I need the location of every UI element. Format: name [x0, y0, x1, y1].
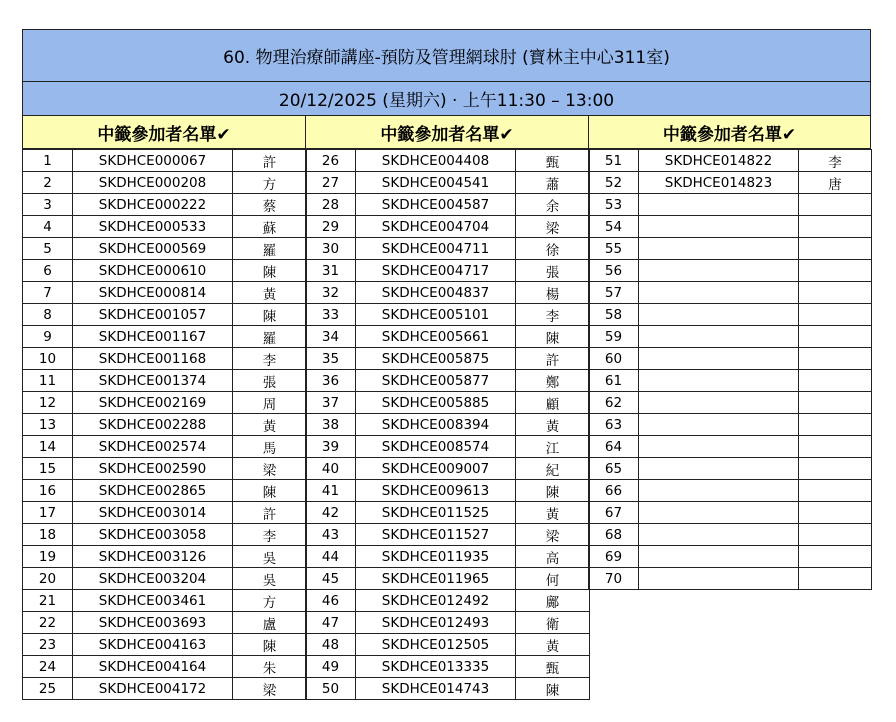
participant-surname: 衛 — [516, 612, 590, 634]
participant-code: SKDHCE002169 — [73, 392, 233, 414]
participant-surname — [799, 370, 872, 392]
participant-code: SKDHCE000533 — [73, 216, 233, 238]
table-row — [23, 656, 307, 678]
table-row — [589, 238, 872, 260]
participant-surname: 周 — [233, 392, 307, 414]
row-number: 38 — [306, 414, 356, 436]
participant-code: SKDHCE001168 — [73, 348, 233, 370]
participant-surname — [799, 348, 872, 370]
participant-code: SKDHCE014743 — [356, 678, 516, 700]
table-row — [306, 216, 590, 238]
table-row — [23, 590, 307, 612]
participant-code: SKDHCE000208 — [73, 172, 233, 194]
row-number: 34 — [306, 326, 356, 348]
row-number: 7 — [23, 282, 73, 304]
participant-surname: 梁 — [516, 524, 590, 546]
participant-code: SKDHCE000222 — [73, 194, 233, 216]
participant-table-1 — [22, 149, 307, 700]
row-number: 31 — [306, 260, 356, 282]
participant-code — [639, 304, 799, 326]
participant-code: SKDHCE004164 — [73, 656, 233, 678]
participant-surname: 何 — [516, 568, 590, 590]
row-number: 47 — [306, 612, 356, 634]
row-number: 46 — [306, 590, 356, 612]
participant-code: SKDHCE002288 — [73, 414, 233, 436]
table-row — [589, 414, 872, 436]
participant-code: SKDHCE004408 — [356, 150, 516, 172]
table-row — [23, 348, 307, 370]
participant-surname: 楊 — [516, 282, 590, 304]
table-row — [306, 414, 590, 436]
row-number: 57 — [589, 282, 639, 304]
participant-surname: 李 — [516, 304, 590, 326]
table-row — [23, 568, 307, 590]
participant-code: SKDHCE009613 — [356, 480, 516, 502]
participant-surname: 張 — [516, 260, 590, 282]
participant-surname — [799, 568, 872, 590]
row-number: 5 — [23, 238, 73, 260]
row-number: 51 — [589, 150, 639, 172]
row-number: 66 — [589, 480, 639, 502]
table-row — [589, 546, 872, 568]
table-row — [23, 546, 307, 568]
table-row — [589, 172, 872, 194]
table-row — [23, 370, 307, 392]
table-row — [23, 502, 307, 524]
participant-code: SKDHCE003204 — [73, 568, 233, 590]
participant-table-3 — [588, 149, 872, 590]
participant-table-2 — [305, 149, 590, 700]
participant-code: SKDHCE002590 — [73, 458, 233, 480]
participant-code: SKDHCE011525 — [356, 502, 516, 524]
participant-surname: 黃 — [516, 634, 590, 656]
row-number: 67 — [589, 502, 639, 524]
table-row — [23, 304, 307, 326]
participant-surname: 蔡 — [233, 194, 307, 216]
row-number: 64 — [589, 436, 639, 458]
participant-code — [639, 392, 799, 414]
participant-surname: 鄭 — [516, 370, 590, 392]
row-number: 55 — [589, 238, 639, 260]
participant-code: SKDHCE014822 — [639, 150, 799, 172]
participant-code: SKDHCE000610 — [73, 260, 233, 282]
table-row — [589, 260, 872, 282]
participant-surname: 蘇 — [233, 216, 307, 238]
table-row — [306, 150, 590, 172]
table-row — [23, 612, 307, 634]
participant-surname: 梁 — [233, 458, 307, 480]
row-number: 70 — [589, 568, 639, 590]
participant-surname: 紀 — [516, 458, 590, 480]
participant-surname: 江 — [516, 436, 590, 458]
participant-code: SKDHCE009007 — [356, 458, 516, 480]
participant-code: SKDHCE001374 — [73, 370, 233, 392]
participant-code: SKDHCE004587 — [356, 194, 516, 216]
row-number: 25 — [23, 678, 73, 700]
table-row — [23, 282, 307, 304]
participant-surname: 李 — [233, 348, 307, 370]
row-number: 21 — [23, 590, 73, 612]
participant-code — [639, 480, 799, 502]
participant-code — [639, 348, 799, 370]
participant-code: SKDHCE008574 — [356, 436, 516, 458]
row-number: 59 — [589, 326, 639, 348]
table-row — [306, 678, 590, 700]
table-row — [589, 392, 872, 414]
participant-surname: 許 — [233, 150, 307, 172]
participant-surname — [799, 194, 872, 216]
table-row — [306, 656, 590, 678]
participant-code: SKDHCE013335 — [356, 656, 516, 678]
participant-surname: 李 — [799, 150, 872, 172]
table-row — [589, 150, 872, 172]
table-row — [23, 216, 307, 238]
row-number: 27 — [306, 172, 356, 194]
participant-code: SKDHCE014823 — [639, 172, 799, 194]
participant-code: SKDHCE001057 — [73, 304, 233, 326]
participant-surname: 吳 — [233, 568, 307, 590]
table-row — [306, 568, 590, 590]
participant-code: SKDHCE000569 — [73, 238, 233, 260]
column-heading-2: 中籤參加者名單✔ — [305, 116, 589, 149]
participant-surname: 高 — [516, 546, 590, 568]
participant-surname: 羅 — [233, 326, 307, 348]
row-number: 8 — [23, 304, 73, 326]
participant-surname — [799, 392, 872, 414]
participant-code — [639, 436, 799, 458]
event-date-time: 20/12/2025 (星期六) · 上午11:30 – 13:00 — [22, 82, 871, 116]
participant-code — [639, 458, 799, 480]
table-row — [306, 172, 590, 194]
participant-surname: 黃 — [233, 414, 307, 436]
participant-surname — [799, 502, 872, 524]
participant-surname: 盧 — [233, 612, 307, 634]
table-row — [23, 414, 307, 436]
participant-code: SKDHCE002574 — [73, 436, 233, 458]
participant-surname: 黃 — [233, 282, 307, 304]
participant-surname: 唐 — [799, 172, 872, 194]
participant-code — [639, 326, 799, 348]
row-number: 19 — [23, 546, 73, 568]
table-row — [23, 458, 307, 480]
table-row — [589, 194, 872, 216]
row-number: 2 — [23, 172, 73, 194]
table-row — [23, 326, 307, 348]
participant-surname: 朱 — [233, 656, 307, 678]
participant-code — [639, 568, 799, 590]
participant-code — [639, 216, 799, 238]
row-number: 44 — [306, 546, 356, 568]
row-number: 41 — [306, 480, 356, 502]
participant-code: SKDHCE003693 — [73, 612, 233, 634]
participant-surname: 馬 — [233, 436, 307, 458]
row-number: 12 — [23, 392, 73, 414]
participant-surname — [799, 414, 872, 436]
row-number: 63 — [589, 414, 639, 436]
row-number: 13 — [23, 414, 73, 436]
row-number: 69 — [589, 546, 639, 568]
row-number: 40 — [306, 458, 356, 480]
participant-surname: 黃 — [516, 414, 590, 436]
table-row — [589, 282, 872, 304]
row-number: 48 — [306, 634, 356, 656]
participant-code: SKDHCE011527 — [356, 524, 516, 546]
participant-code: SKDHCE005885 — [356, 392, 516, 414]
participant-surname: 陳 — [233, 304, 307, 326]
table-row — [589, 370, 872, 392]
table-row — [589, 348, 872, 370]
row-number: 45 — [306, 568, 356, 590]
participant-surname — [799, 546, 872, 568]
participant-code — [639, 502, 799, 524]
table-row — [306, 458, 590, 480]
row-number: 52 — [589, 172, 639, 194]
participant-code: SKDHCE005101 — [356, 304, 516, 326]
row-number: 60 — [589, 348, 639, 370]
participant-surname: 許 — [233, 502, 307, 524]
row-number: 10 — [23, 348, 73, 370]
table-row — [23, 436, 307, 458]
participant-code — [639, 370, 799, 392]
participant-code: SKDHCE003461 — [73, 590, 233, 612]
table-row — [23, 392, 307, 414]
participant-surname — [799, 216, 872, 238]
table-row — [306, 326, 590, 348]
table-row — [306, 612, 590, 634]
row-number: 42 — [306, 502, 356, 524]
participant-surname: 張 — [233, 370, 307, 392]
participant-surname — [799, 480, 872, 502]
participant-surname: 許 — [516, 348, 590, 370]
row-number: 62 — [589, 392, 639, 414]
participant-surname: 陳 — [233, 260, 307, 282]
event-title: 60. 物理治療師講座-預防及管理網球肘 (寶林主中心311室) — [22, 29, 871, 82]
table-row — [306, 238, 590, 260]
row-number: 15 — [23, 458, 73, 480]
table-row — [306, 546, 590, 568]
row-number: 3 — [23, 194, 73, 216]
row-number: 4 — [23, 216, 73, 238]
participant-surname: 陳 — [516, 480, 590, 502]
row-number: 24 — [23, 656, 73, 678]
row-number: 30 — [306, 238, 356, 260]
participant-surname: 徐 — [516, 238, 590, 260]
table-row — [306, 590, 590, 612]
participant-surname: 黃 — [516, 502, 590, 524]
table-row — [306, 634, 590, 656]
row-number: 53 — [589, 194, 639, 216]
participant-surname: 陳 — [516, 326, 590, 348]
row-number: 43 — [306, 524, 356, 546]
table-row — [23, 634, 307, 656]
participant-surname — [799, 238, 872, 260]
table-row — [589, 216, 872, 238]
row-number: 1 — [23, 150, 73, 172]
participant-code: SKDHCE005661 — [356, 326, 516, 348]
participant-code: SKDHCE004172 — [73, 678, 233, 700]
table-row — [23, 150, 307, 172]
row-number: 22 — [23, 612, 73, 634]
participant-surname: 吳 — [233, 546, 307, 568]
row-number: 18 — [23, 524, 73, 546]
participant-code: SKDHCE004717 — [356, 260, 516, 282]
participant-surname — [799, 260, 872, 282]
table-row — [306, 524, 590, 546]
participant-code: SKDHCE011935 — [356, 546, 516, 568]
participant-code: SKDHCE000067 — [73, 150, 233, 172]
table-row — [23, 260, 307, 282]
row-number: 17 — [23, 502, 73, 524]
participant-code: SKDHCE002865 — [73, 480, 233, 502]
row-number: 32 — [306, 282, 356, 304]
participant-surname — [799, 304, 872, 326]
participant-code: SKDHCE012505 — [356, 634, 516, 656]
row-number: 26 — [306, 150, 356, 172]
participant-surname: 李 — [233, 524, 307, 546]
row-number: 33 — [306, 304, 356, 326]
participant-code: SKDHCE003126 — [73, 546, 233, 568]
table-row — [589, 568, 872, 590]
row-number: 58 — [589, 304, 639, 326]
participant-surname — [799, 458, 872, 480]
table-row — [589, 502, 872, 524]
participant-code: SKDHCE004541 — [356, 172, 516, 194]
row-number: 36 — [306, 370, 356, 392]
row-number: 37 — [306, 392, 356, 414]
column-heading-3: 中籤參加者名單✔ — [588, 116, 871, 149]
row-number: 9 — [23, 326, 73, 348]
table-row — [306, 304, 590, 326]
participant-surname: 梁 — [516, 216, 590, 238]
row-number: 49 — [306, 656, 356, 678]
participant-code — [639, 524, 799, 546]
table-row — [306, 282, 590, 304]
participant-code: SKDHCE008394 — [356, 414, 516, 436]
table-row — [306, 260, 590, 282]
table-row — [23, 194, 307, 216]
row-number: 28 — [306, 194, 356, 216]
table-row — [23, 238, 307, 260]
participant-surname: 甄 — [516, 150, 590, 172]
table-row — [589, 458, 872, 480]
participant-code: SKDHCE012493 — [356, 612, 516, 634]
table-row — [306, 436, 590, 458]
participant-surname — [799, 326, 872, 348]
table-row — [306, 370, 590, 392]
table-row — [589, 326, 872, 348]
row-number: 61 — [589, 370, 639, 392]
participant-code: SKDHCE001167 — [73, 326, 233, 348]
participant-code — [639, 194, 799, 216]
participant-code — [639, 282, 799, 304]
participant-code: SKDHCE004704 — [356, 216, 516, 238]
table-row — [306, 480, 590, 502]
table-row — [23, 480, 307, 502]
participant-code: SKDHCE004711 — [356, 238, 516, 260]
participant-code: SKDHCE005875 — [356, 348, 516, 370]
row-number: 11 — [23, 370, 73, 392]
participant-surname: 方 — [233, 590, 307, 612]
participant-code — [639, 260, 799, 282]
row-number: 65 — [589, 458, 639, 480]
row-number: 6 — [23, 260, 73, 282]
participant-surname: 顧 — [516, 392, 590, 414]
participant-surname: 鄺 — [516, 590, 590, 612]
table-row — [589, 524, 872, 546]
table-row — [589, 436, 872, 458]
row-number: 20 — [23, 568, 73, 590]
participant-code: SKDHCE011965 — [356, 568, 516, 590]
row-number: 39 — [306, 436, 356, 458]
row-number: 56 — [589, 260, 639, 282]
participant-code: SKDHCE012492 — [356, 590, 516, 612]
participant-surname: 陳 — [516, 678, 590, 700]
participant-surname — [799, 282, 872, 304]
column-heading-1: 中籤參加者名單✔ — [22, 116, 306, 149]
row-number: 54 — [589, 216, 639, 238]
row-number: 29 — [306, 216, 356, 238]
row-number: 16 — [23, 480, 73, 502]
row-number: 14 — [23, 436, 73, 458]
participant-surname: 梁 — [233, 678, 307, 700]
row-number: 23 — [23, 634, 73, 656]
participant-code — [639, 546, 799, 568]
participant-code — [639, 414, 799, 436]
table-row — [23, 172, 307, 194]
table-row — [306, 348, 590, 370]
participant-surname — [799, 436, 872, 458]
table-row — [306, 502, 590, 524]
participant-surname: 陳 — [233, 634, 307, 656]
participant-code: SKDHCE004163 — [73, 634, 233, 656]
participant-surname: 羅 — [233, 238, 307, 260]
participant-code: SKDHCE004837 — [356, 282, 516, 304]
participant-surname — [799, 524, 872, 546]
table-row — [306, 392, 590, 414]
table-row — [306, 194, 590, 216]
participant-code: SKDHCE000814 — [73, 282, 233, 304]
participant-code: SKDHCE005877 — [356, 370, 516, 392]
row-number: 68 — [589, 524, 639, 546]
row-number: 35 — [306, 348, 356, 370]
participant-code — [639, 238, 799, 260]
row-number: 50 — [306, 678, 356, 700]
table-row — [589, 480, 872, 502]
participant-code: SKDHCE003058 — [73, 524, 233, 546]
table-row — [23, 524, 307, 546]
table-row — [23, 678, 307, 700]
participant-surname: 蕭 — [516, 172, 590, 194]
participant-surname: 陳 — [233, 480, 307, 502]
table-row — [589, 304, 872, 326]
participant-surname: 甄 — [516, 656, 590, 678]
participant-code: SKDHCE003014 — [73, 502, 233, 524]
participant-surname: 余 — [516, 194, 590, 216]
participant-surname: 方 — [233, 172, 307, 194]
